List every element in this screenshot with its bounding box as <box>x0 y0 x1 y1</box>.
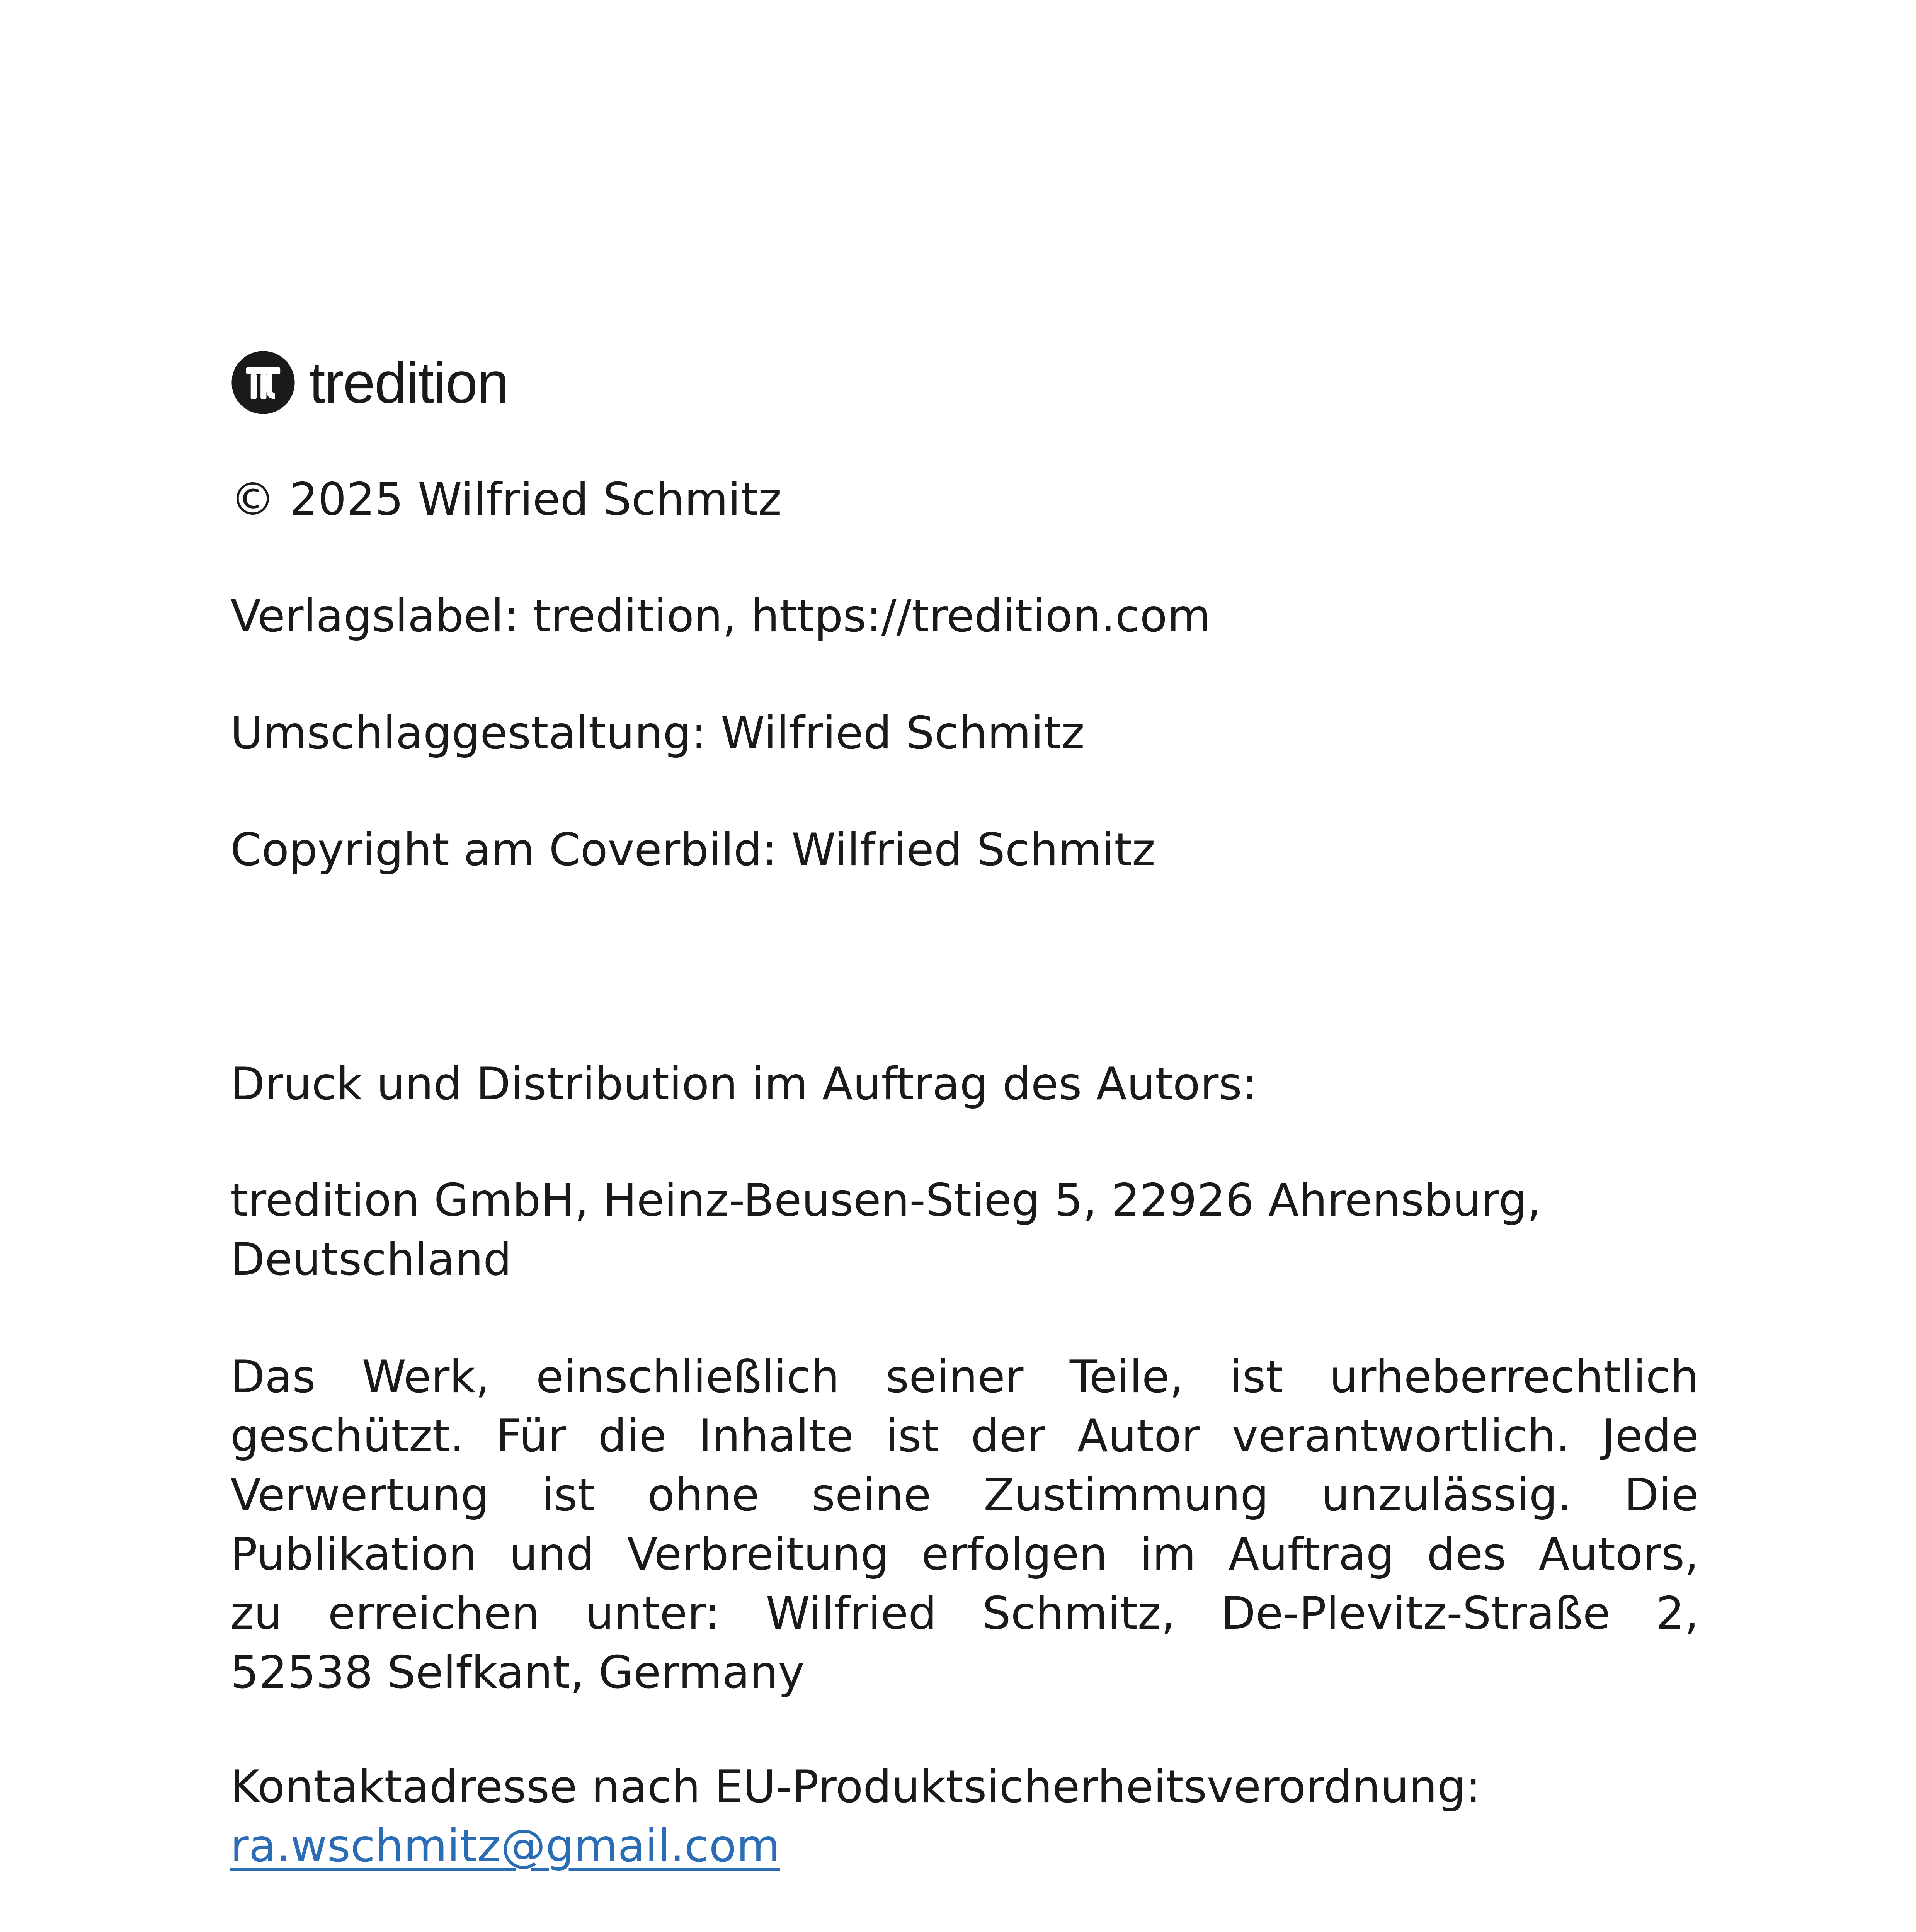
rights-paragraph <box>230 1347 1699 1702</box>
rights-line: 52538 Selfkant, Germany <box>230 1646 805 1699</box>
tredition-logo-icon <box>230 350 296 415</box>
cover-copyright-line: Copyright am Coverbild: Wilfried Schmitz <box>230 824 1155 876</box>
publisher-logo <box>230 344 509 421</box>
rights-line: Publikation und Verbreitung erfolgen im Auftrag des Autors, <box>230 1528 1699 1580</box>
contact-block <box>230 1757 1699 1876</box>
contact-email-link[interactable]: ra.wschmitz@gmail.com <box>230 1820 780 1872</box>
rights-line: geschützt. Für die Inhalte ist der Autor verantwortlich. Jede <box>230 1410 1699 1462</box>
publisher-name: tredition <box>309 350 509 415</box>
contact-label: Kontaktadresse nach EU-Produktsicherheitsverordnung: <box>230 1761 1481 1813</box>
label-line: Verlagslabel: tredition, https://tredition.com <box>230 590 1211 642</box>
rights-line: Verwertung ist ohne seine Zustimmung unzulässig. Die <box>230 1469 1699 1521</box>
print-heading: Druck und Distribution im Auftrag des Autors: <box>230 1058 1257 1110</box>
print-address <box>230 1171 1699 1289</box>
rights-line: zu erreichen unter: Wilfried Schmitz, De-Plevitz-Straße 2, <box>230 1587 1699 1639</box>
copyright-line: © 2025 Wilfried Schmitz <box>230 473 782 526</box>
print-address-line: Deutschland <box>230 1233 512 1286</box>
print-address-line: tredition GmbH, Heinz-Beusen-Stieg 5, 22926 Ahrensburg, <box>230 1174 1542 1226</box>
cover-design-line: Umschlaggestaltung: Wilfried Schmitz <box>230 707 1085 759</box>
rights-line: Das Werk, einschließlich seiner Teile, ist urheberrechtlich <box>230 1351 1699 1403</box>
